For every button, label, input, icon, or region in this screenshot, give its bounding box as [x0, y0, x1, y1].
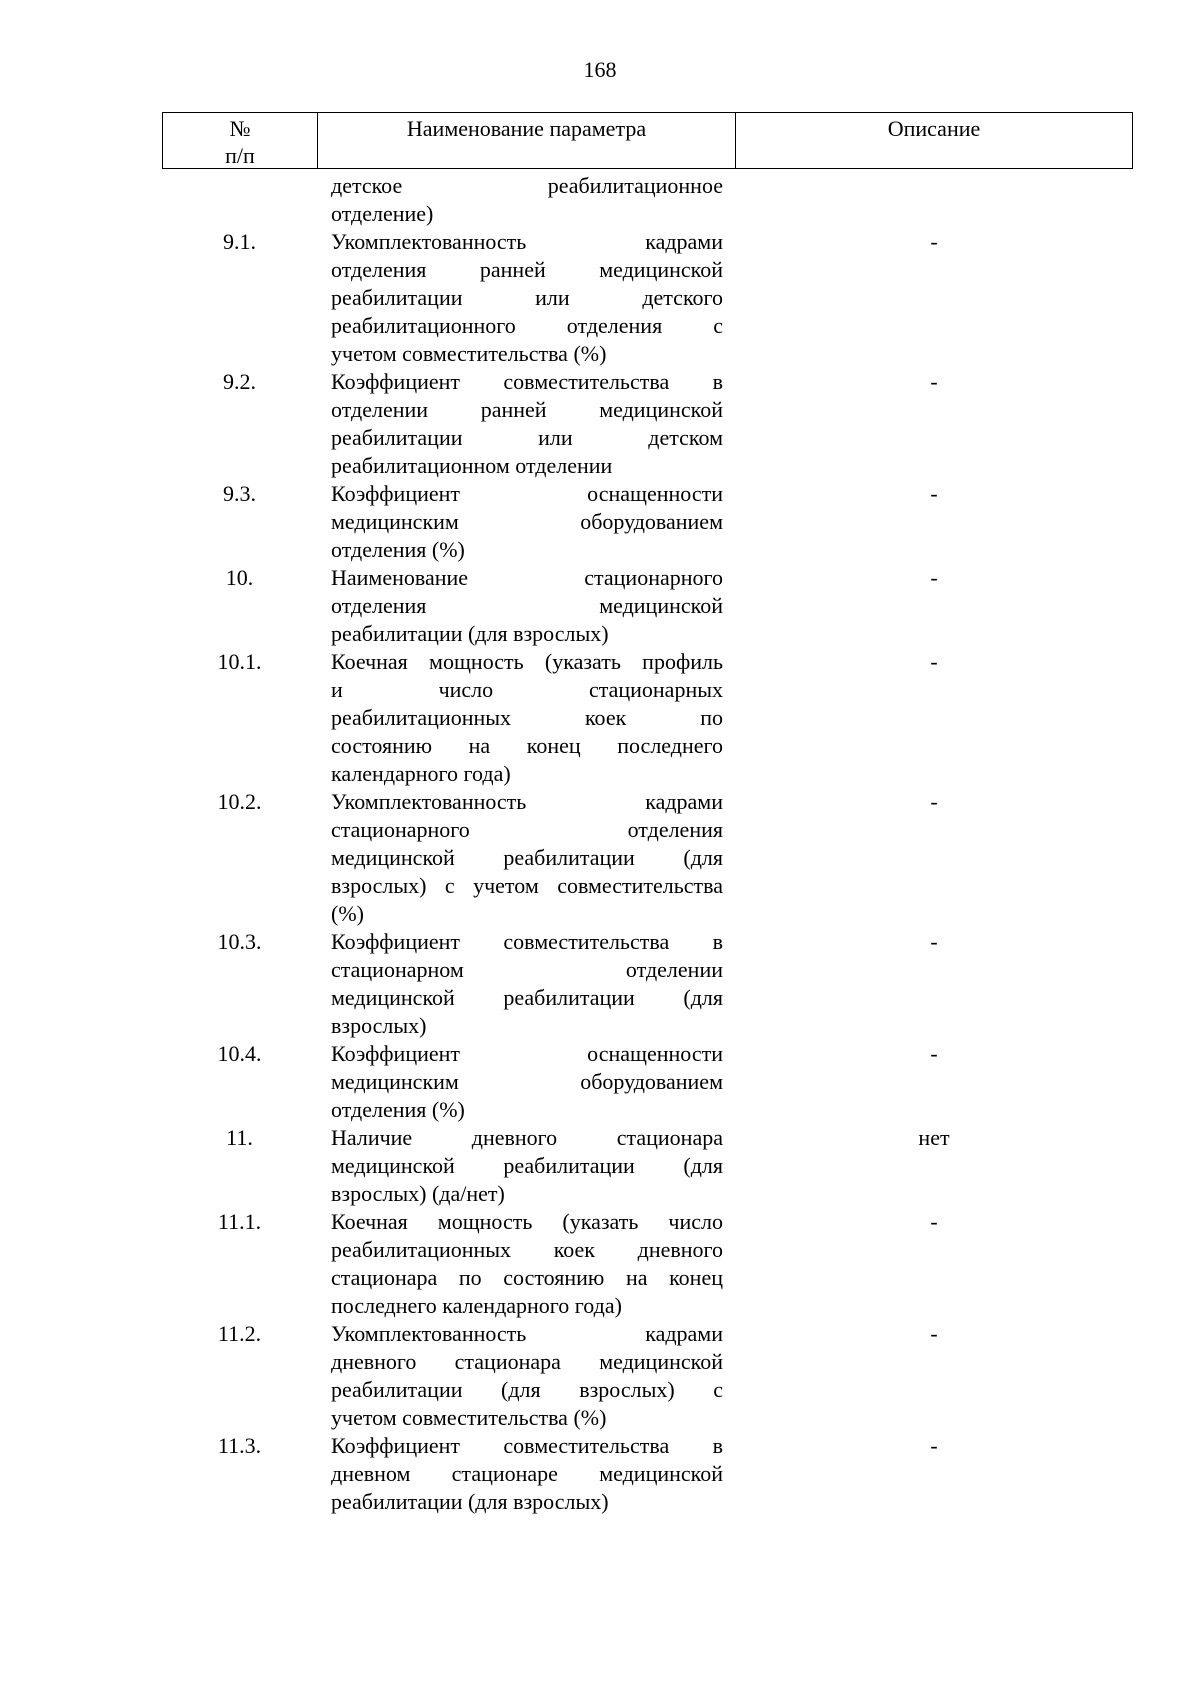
parameter-name-line: отделении ранней медицинской [331, 397, 723, 422]
parameter-name-line: Коэффициент совместительства в [331, 929, 723, 954]
row-parameter-name [331, 172, 723, 228]
table-row [162, 788, 1133, 928]
row-description: - [930, 565, 938, 590]
table-row [162, 368, 1133, 480]
parameter-name-line: Наименование стационарного [331, 565, 723, 590]
parameter-name-line: Коэффициент совместительства в [331, 1433, 723, 1458]
parameter-name-line: Наличие дневного стационара [331, 1125, 723, 1150]
parameter-name-line: реабилитации (для взрослых) [331, 621, 609, 646]
row-parameter-name [331, 788, 723, 928]
header-number-column [163, 113, 318, 168]
row-description: - [930, 369, 938, 394]
parameter-name-line: взрослых) (да/нет) [331, 1181, 505, 1206]
parameter-name-line: отделения медицинской [331, 593, 723, 618]
parameter-name-line: медицинским оборудованием [331, 1069, 723, 1094]
row-description: - [930, 1209, 938, 1234]
row-parameter-name [331, 1124, 723, 1208]
row-number [162, 172, 317, 228]
row-parameter-name [331, 368, 723, 480]
parameter-name-line: реабилитационных коек дневного [331, 1237, 723, 1262]
row-description: - [930, 649, 938, 674]
row-number: 10.2. [217, 789, 262, 814]
parameter-name-line: медицинской реабилитации (для [331, 845, 723, 870]
header-parameter-name: Наименование параметра [318, 113, 736, 168]
parameter-name-line: отделения ранней медицинской [331, 257, 723, 282]
row-parameter-name [331, 480, 723, 564]
header-number-abbrev: п/п [225, 143, 255, 168]
row-description: - [930, 929, 938, 954]
page-number: 168 [583, 57, 617, 82]
row-description: - [930, 789, 938, 814]
table-row [162, 648, 1133, 788]
table-row [162, 1432, 1133, 1516]
row-number: 9.1. [223, 229, 256, 254]
parameter-name-line: стационара по состоянию на конец [331, 1265, 723, 1290]
parameter-name-line: стационарном отделении [331, 957, 723, 982]
row-number: 10. [225, 565, 254, 590]
parameter-name-line: Коэффициент оснащенности [331, 481, 723, 506]
parameter-name-line: реабилитационных коек по [331, 705, 723, 730]
row-parameter-name [331, 648, 723, 788]
row-description: - [930, 229, 938, 254]
row-parameter-name [331, 1040, 723, 1124]
row-description [735, 172, 1133, 228]
parameter-name-line: медицинской реабилитации (для [331, 985, 723, 1010]
parameter-name-line: Коэффициент оснащенности [331, 1041, 723, 1066]
parameter-name-line: реабилитационном отделении [331, 453, 613, 478]
parameter-name-line: состоянию на конец последнего [331, 733, 723, 758]
row-number: 9.2. [223, 369, 256, 394]
parameter-name-line: реабилитации или детском [331, 425, 723, 450]
parameter-name-line: дневного стационара медицинской [331, 1349, 723, 1374]
table-row [162, 480, 1133, 564]
row-description: - [930, 1041, 938, 1066]
parameter-name-line: Укомплектованность кадрами [331, 789, 723, 814]
parameter-name-line: стационарного отделения [331, 817, 723, 842]
row-number: 11.2. [217, 1321, 262, 1346]
row-parameter-name [331, 228, 723, 368]
parameter-name-line: (%) [331, 901, 364, 926]
parameter-name-line: учетом совместительства (%) [331, 1405, 607, 1430]
parameter-name-line: календарного года) [331, 761, 511, 786]
parameter-name-line: отделения (%) [331, 1097, 465, 1122]
row-number: 11.3. [217, 1433, 262, 1458]
row-description: - [930, 481, 938, 506]
parameter-name-line: и число стационарных [331, 677, 723, 702]
table-row [162, 228, 1133, 368]
header-number-symbol: № [229, 116, 251, 141]
row-parameter-name [331, 1208, 723, 1320]
parameter-name-line: Коэффициент совместительства в [331, 369, 723, 394]
table-row [162, 1320, 1133, 1432]
row-number: 10.3. [217, 929, 262, 954]
table-row [162, 1124, 1133, 1208]
parameter-name-line: реабилитационного отделения с [331, 313, 723, 338]
parameter-name-line: детское реабилитационное [331, 173, 723, 198]
row-number: 9.3. [223, 481, 256, 506]
parameter-name-line: медицинской реабилитации (для [331, 1153, 723, 1178]
row-parameter-name [331, 1432, 723, 1516]
table-row [162, 928, 1133, 1040]
row-description: - [930, 1433, 938, 1458]
parameter-name-line: взрослых) с учетом совместительства [331, 873, 723, 898]
parameter-name-line: реабилитации (для взрослых) с [331, 1377, 723, 1402]
parameter-name-line: учетом совместительства (%) [331, 341, 607, 366]
parameter-name-line: реабилитации или детского [331, 285, 723, 310]
parameter-name-line: последнего календарного года) [331, 1293, 622, 1318]
row-description: - [930, 1321, 938, 1346]
table-body [162, 172, 1133, 1516]
row-parameter-name [331, 1320, 723, 1432]
header-description: Описание [887, 116, 981, 141]
table-row [162, 1208, 1133, 1320]
row-number: 10.1. [217, 649, 262, 674]
table-row [162, 172, 1133, 228]
row-number: 10.4. [217, 1041, 262, 1066]
row-parameter-name [331, 564, 723, 648]
parameter-name-line: дневном стационаре медицинской [331, 1461, 723, 1486]
parameter-name-line: Коечная мощность (указать профиль [331, 649, 723, 674]
row-number: 11.1. [217, 1209, 262, 1234]
table-row [162, 1040, 1133, 1124]
parameter-name-line: реабилитации (для взрослых) [331, 1489, 609, 1514]
parameter-name-line: Коечная мощность (указать число [331, 1209, 723, 1234]
parameter-name-line: Укомплектованность кадрами [331, 229, 723, 254]
parameter-name-line: взрослых) [331, 1013, 427, 1038]
table-header [162, 112, 1133, 169]
row-parameter-name [331, 928, 723, 1040]
row-description: нет [918, 1125, 950, 1150]
table-row [162, 564, 1133, 648]
parameter-name-line: Укомплектованность кадрами [331, 1321, 723, 1346]
parameter-name-line: отделение) [331, 201, 434, 226]
parameter-name-line: медицинским оборудованием [331, 509, 723, 534]
parameter-name-line: отделения (%) [331, 537, 465, 562]
row-number: 11. [226, 1125, 253, 1150]
